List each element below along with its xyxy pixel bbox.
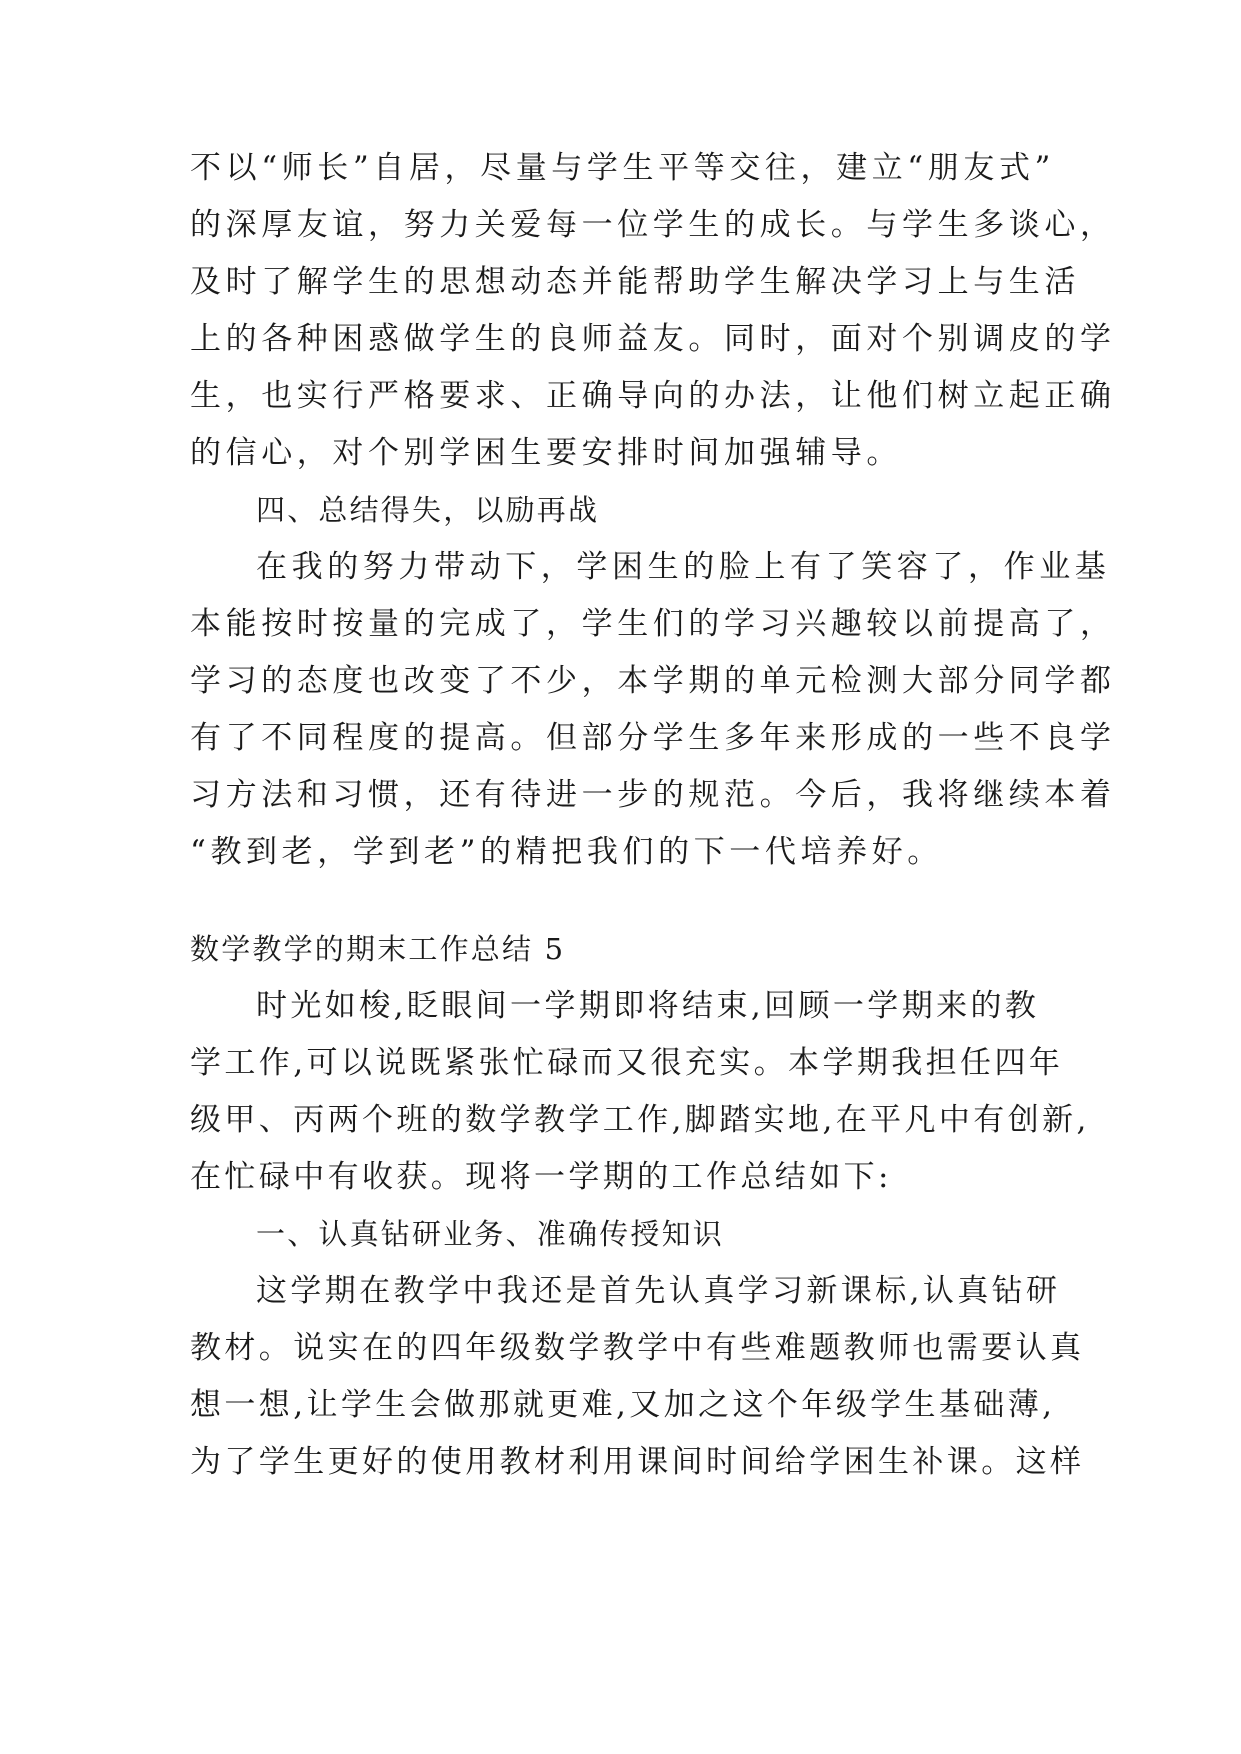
paragraph-line: 这学期在教学中我还是首先认真学习新课标,认真钻研 <box>256 1273 1061 1309</box>
paragraph-line: 习方法和习惯，还有待进一步的规范。今后，我将继续本着 <box>190 777 1116 813</box>
section-heading: 一、认真钻研业务、准确传授知识 <box>256 1217 725 1251</box>
paragraph-line: 上的各种困惑做学生的良师益友。同时，面对个别调皮的学 <box>190 321 1116 357</box>
paragraph-line: 学工作,可以说既紧张忙碌而又很充实。本学期我担任四年 <box>190 1045 1064 1081</box>
document-section-title: 数学教学的期末工作总结 5 <box>190 932 566 966</box>
paragraph-line: 不以“师长”自居，尽量与学生平等交往，建立“朋友式” <box>190 150 1055 186</box>
paragraph-line: 本能按时按量的完成了，学生们的学习兴趣较以前提高了， <box>190 606 1116 642</box>
paragraph-line: 及时了解学生的思想动态并能帮助学生解决学习上与生活 <box>190 264 1080 300</box>
paragraph-line: 为了学生更好的使用教材利用课间时间给学困生补课。这样 <box>190 1444 1085 1480</box>
paragraph-line: 学习的态度也改变了不少，本学期的单元检测大部分同学都 <box>190 663 1116 699</box>
paragraph-line: 教材。说实在的四年级数学教学中有些难题教师也需要认真 <box>190 1330 1085 1366</box>
paragraph-line: 的深厚友谊，努力关爱每一位学生的成长。与学生多谈心， <box>190 207 1116 243</box>
section-heading: 四、总结得失，以励再战 <box>256 493 600 527</box>
paragraph-line: 在我的努力带动下，学困生的脸上有了笑容了，作业基 <box>256 549 1111 585</box>
paragraph-line: 想一想,让学生会做那就更难,又加之这个年级学生基础薄, <box>190 1387 1056 1423</box>
paragraph-line: “教到老，学到老”的精把我们的下一代培养好。 <box>190 834 943 870</box>
paragraph-line: 的信心，对个别学困生要安排时间加强辅导。 <box>190 435 902 471</box>
paragraph-line: 时光如梭,眨眼间一学期即将结束,回顾一学期来的教 <box>256 988 1040 1024</box>
paragraph-line: 生，也实行严格要求、正确导向的办法，让他们树立起正确 <box>190 378 1116 414</box>
paragraph-line: 在忙碌中有收获。现将一学期的工作总结如下: <box>190 1159 892 1195</box>
paragraph-line: 有了不同程度的提高。但部分学生多年来形成的一些不良学 <box>190 720 1116 756</box>
paragraph-line: 级甲、丙两个班的数学教学工作,脚踏实地,在平凡中有创新, <box>190 1102 1090 1138</box>
